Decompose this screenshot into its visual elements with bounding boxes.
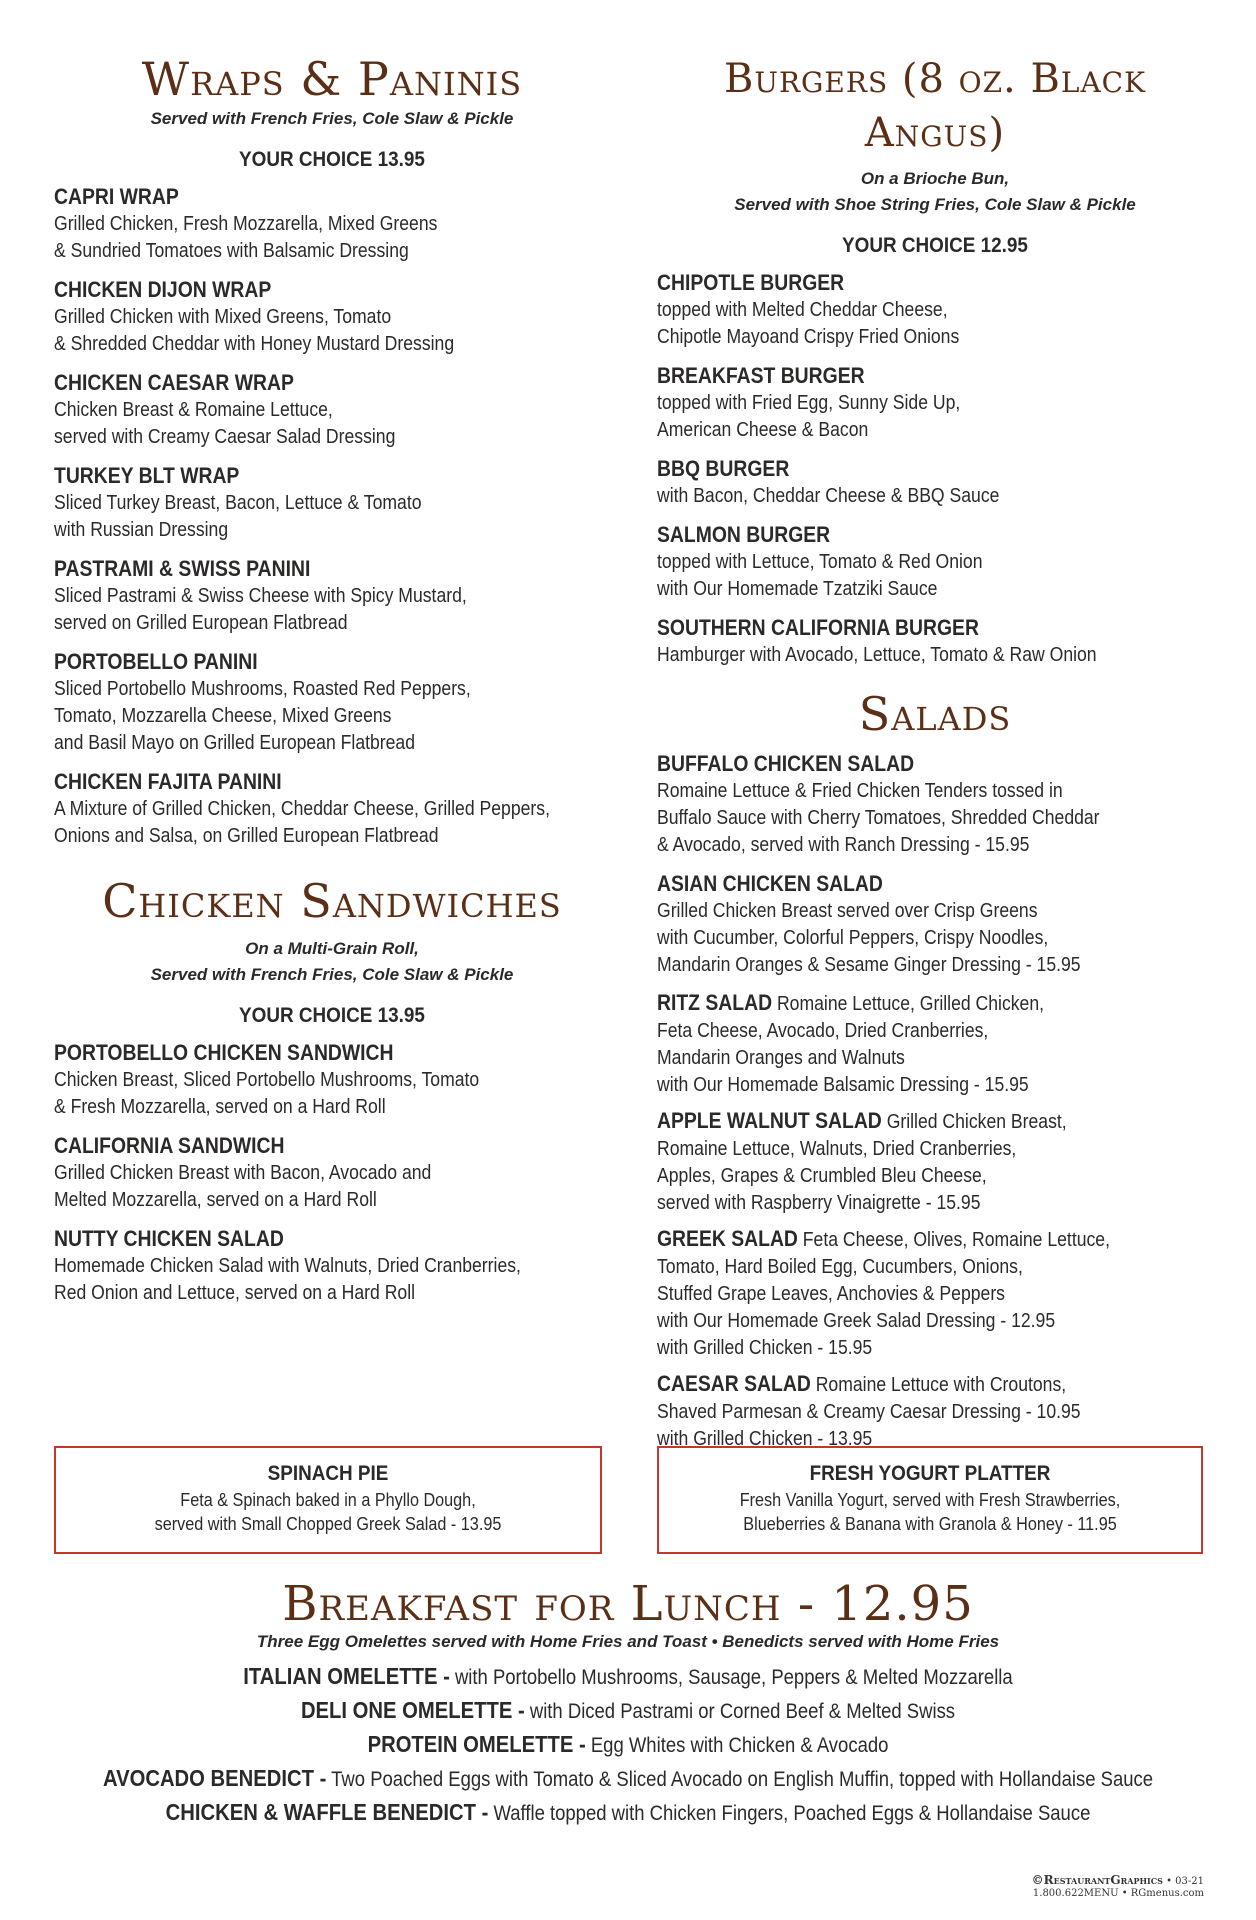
item-desc: Sliced Pastrami & Swiss Cheese with Spicy Mustard, served on Grilled European Flatbread	[54, 585, 467, 634]
item-name: SOUTHERN CALIFORNIA BURGER	[657, 615, 979, 640]
item-desc: Chicken Breast & Romaine Lettuce, served with Creamy Caesar Salad Dressing	[54, 399, 396, 448]
item-desc: Feta Cheese, Olives, Romaine Lettuce, Tomato, Hard Boiled Egg, Cucumbers, Onions, Stuffed Grape Leaves, Anchovies & Peppers with Our Homemade Greek Salad Dressing - 12.95 with Grilled Chicken - 15.95	[657, 1229, 1110, 1359]
item-desc: Grilled Chicken Breast, Romaine Lettuce, Walnuts, Dried Cranberries, Apples, Grapes & Crumbled Bleu Cheese, served with Raspberry Vinaigrette - 15.95	[657, 1111, 1067, 1214]
yogurt-platter-title: FRESH YOGURT PLATTER	[809, 1462, 1051, 1485]
wraps-choice: YOUR CHOICE 13.95	[239, 148, 425, 171]
item-name: PROTEIN OMELETTE -	[367, 1731, 586, 1757]
menu-item	[657, 1370, 1211, 1453]
item-name: CHICKEN DIJON WRAP	[54, 277, 272, 302]
item-desc: Homemade Chicken Salad with Walnuts, Dried Cranberries, Red Onion and Lettuce, served on a Hard Roll	[54, 1255, 521, 1304]
item-name: PASTRAMI & SWISS PANINI	[54, 556, 311, 581]
item-desc: Grilled Chicken Breast served over Crisp Greens with Cucumber, Colorful Peppers, Crispy Noodles, Mandarin Oranges & Sesame Ginger Dressing - 15.95	[657, 900, 1081, 976]
item-desc: with Portobello Mushrooms, Sausage, Peppers & Melted Mozzarella	[449, 1666, 1013, 1689]
item-desc: Two Poached Eggs with Tomato & Sliced Avocado on English Muffin, topped with Hollandaise Sauce	[326, 1768, 1154, 1791]
menu-item	[657, 454, 1213, 510]
yogurt-platter-box	[657, 1446, 1203, 1554]
menu-item	[657, 520, 1213, 603]
menu-item	[54, 368, 610, 451]
item-name: GREEK SALAD	[657, 1226, 798, 1251]
menu-item	[54, 1131, 610, 1214]
burgers-subtitle-1: On a Brioche Bun,	[860, 169, 1010, 188]
item-name: BUFFALO CHICKEN SALAD	[657, 751, 915, 776]
menu-item	[75, 1694, 1180, 1728]
item-name: TURKEY BLT WRAP	[54, 463, 240, 488]
menu-item	[54, 275, 610, 358]
menu-item	[75, 1762, 1180, 1796]
item-desc: Egg Whites with Chicken & Avocado	[585, 1734, 889, 1757]
item-name: BREAKFAST BURGER	[657, 363, 865, 388]
item-desc: Grilled Chicken with Mixed Greens, Tomato & Shredded Cheddar with Honey Mustard Dressing	[54, 306, 455, 355]
wraps-subtitle: Served with French Fries, Cole Slaw & Pickle	[150, 109, 514, 128]
item-name: CHICKEN FAJITA PANINI	[54, 769, 282, 794]
menu-item	[75, 1660, 1180, 1694]
chicken-sandwiches-section	[54, 874, 610, 1307]
item-name: PORTOBELLO CHICKEN SANDWICH	[54, 1040, 394, 1065]
item-desc: Waffle topped with Chicken Fingers, Poached Eggs & Hollandaise Sauce	[488, 1802, 1091, 1825]
item-name: BBQ BURGER	[657, 456, 790, 481]
item-name: CAESAR SALAD	[657, 1371, 811, 1396]
spinach-pie-desc: Feta & Spinach baked in a Phyllo Dough, served with Small Chopped Greek Salad - 13.95	[154, 1490, 502, 1534]
item-desc: with Bacon, Cheddar Cheese & BBQ Sauce	[657, 485, 1000, 507]
menu-item	[657, 1225, 1211, 1362]
menu-item	[75, 1796, 1180, 1830]
chicken-sandwiches-title: Chicken Sandwiches	[102, 874, 562, 928]
chicken-choice: YOUR CHOICE 13.95	[239, 1004, 425, 1027]
left-column	[54, 52, 610, 1317]
menu-item	[657, 361, 1213, 444]
credit-contact: 1.800.622MENU • RGmenus.com	[1032, 1888, 1204, 1899]
chicken-subtitle-2: Served with French Fries, Cole Slaw & Pickle	[150, 965, 514, 984]
item-name: APPLE WALNUT SALAD	[657, 1108, 882, 1133]
item-desc: topped with Melted Cheddar Cheese, Chipotle Mayoand Crispy Fried Onions	[657, 299, 960, 348]
breakfast-subtitle: Three Egg Omelettes served with Home Fries and Toast • Benedicts served with Home Fries	[256, 1632, 1000, 1651]
yogurt-platter-desc: Fresh Vanilla Yogurt, served with Fresh Strawberries, Blueberries & Banana with Granola & Honey - 11.95	[739, 1490, 1121, 1534]
breakfast-section	[0, 1578, 1256, 1830]
item-desc: with Diced Pastrami or Corned Beef & Melted Swiss	[524, 1700, 956, 1723]
menu-item	[54, 1038, 610, 1121]
burgers-subtitle-2: Served with Shoe String Fries, Cole Slaw & Pickle	[734, 195, 1136, 214]
publisher-credit	[1032, 1874, 1204, 1900]
menu-item	[657, 989, 1211, 1099]
menu-item	[657, 613, 1213, 669]
item-name: AVOCADO BENEDICT -	[102, 1765, 327, 1791]
item-name: CHICKEN CAESAR WRAP	[54, 370, 294, 395]
item-desc: topped with Fried Egg, Sunny Side Up, American Cheese & Bacon	[657, 392, 961, 441]
spinach-pie-title: SPINACH PIE	[267, 1462, 389, 1485]
item-name: CALIFORNIA SANDWICH	[54, 1133, 285, 1158]
item-name: CHIPOTLE BURGER	[657, 270, 845, 295]
breakfast-title: Breakfast for Lunch - 12.95	[282, 1576, 974, 1632]
item-name: DELI ONE OMELETTE -	[300, 1697, 525, 1723]
menu-item	[54, 647, 610, 757]
item-desc: A Mixture of Grilled Chicken, Cheddar Cheese, Grilled Peppers, Onions and Salsa, on Grilled European Flatbread	[54, 798, 550, 847]
item-name: ITALIAN OMELETTE -	[243, 1663, 450, 1689]
item-desc: Sliced Portobello Mushrooms, Roasted Red Peppers, Tomato, Mozzarella Cheese, Mixed Greens and Basil Mayo on Grilled European Flatbread	[54, 678, 471, 754]
wraps-title: Wraps & Paninis	[141, 52, 523, 106]
burgers-choice: YOUR CHOICE 12.95	[842, 234, 1028, 257]
menu-item	[657, 268, 1213, 351]
item-desc: Romaine Lettuce & Fried Chicken Tenders tossed in Buffalo Sauce with Cherry Tomatoes, Shredded Cheddar & Avocado, served with Ranch Dressing - 15.95	[657, 780, 1100, 856]
item-name: NUTTY CHICKEN SALAD	[54, 1226, 284, 1251]
item-desc: Chicken Breast, Sliced Portobello Mushrooms, Tomato & Fresh Mozzarella, served on a Hard Roll	[54, 1069, 480, 1118]
item-name: PORTOBELLO PANINI	[54, 649, 258, 674]
right-column	[657, 52, 1213, 1461]
item-desc: Hamburger with Avocado, Lettuce, Tomato & Raw Onion	[657, 644, 1097, 666]
menu-item	[657, 869, 1213, 979]
item-name: ASIAN CHICKEN SALAD	[657, 871, 883, 896]
menu-item	[657, 1107, 1211, 1217]
menu-item	[54, 767, 610, 850]
menu-item	[54, 182, 610, 265]
item-name: CHICKEN & WAFFLE BENEDICT -	[165, 1799, 489, 1825]
salads-section	[657, 687, 1213, 1453]
item-name: SALMON BURGER	[657, 522, 831, 547]
credit-code: • 03-21	[1162, 1876, 1204, 1887]
menu-item	[657, 749, 1213, 859]
item-desc: Romaine Lettuce with Croutons, Shaved Parmesan & Creamy Caesar Dressing - 10.95 with Grilled Chicken - 13.95	[657, 1374, 1081, 1450]
menu-item	[54, 554, 610, 637]
menu-item	[54, 1224, 610, 1307]
item-name: CAPRI WRAP	[54, 184, 179, 209]
burgers-title: Burgers (8 oz. Black Angus)	[723, 56, 1147, 156]
item-desc: Grilled Chicken, Fresh Mozzarella, Mixed Greens & Sundried Tomatoes with Balsamic Dressing	[54, 213, 438, 262]
chicken-subtitle-1: On a Multi-Grain Roll,	[245, 939, 419, 958]
menu-item	[75, 1728, 1180, 1762]
item-name: RITZ SALAD	[657, 990, 773, 1015]
salads-title: Salads	[858, 687, 1012, 741]
item-desc: Romaine Lettuce, Grilled Chicken, Feta Cheese, Avocado, Dried Cranberries, Mandarin Oranges and Walnuts with Our Homemade Balsamic Dressing - 15.95	[657, 993, 1045, 1096]
wraps-section	[54, 52, 610, 850]
menu-item	[54, 461, 610, 544]
spinach-pie-box	[54, 1446, 602, 1554]
credit-brand: ©RestaurantGraphics	[1031, 1873, 1163, 1887]
burgers-section	[657, 52, 1213, 669]
item-desc: topped with Lettuce, Tomato & Red Onion with Our Homemade Tzatziki Sauce	[657, 551, 983, 600]
item-desc: Sliced Turkey Breast, Bacon, Lettuce & Tomato with Russian Dressing	[54, 492, 422, 541]
item-desc: Grilled Chicken Breast with Bacon, Avocado and Melted Mozzarella, served on a Hard Roll	[54, 1162, 432, 1211]
